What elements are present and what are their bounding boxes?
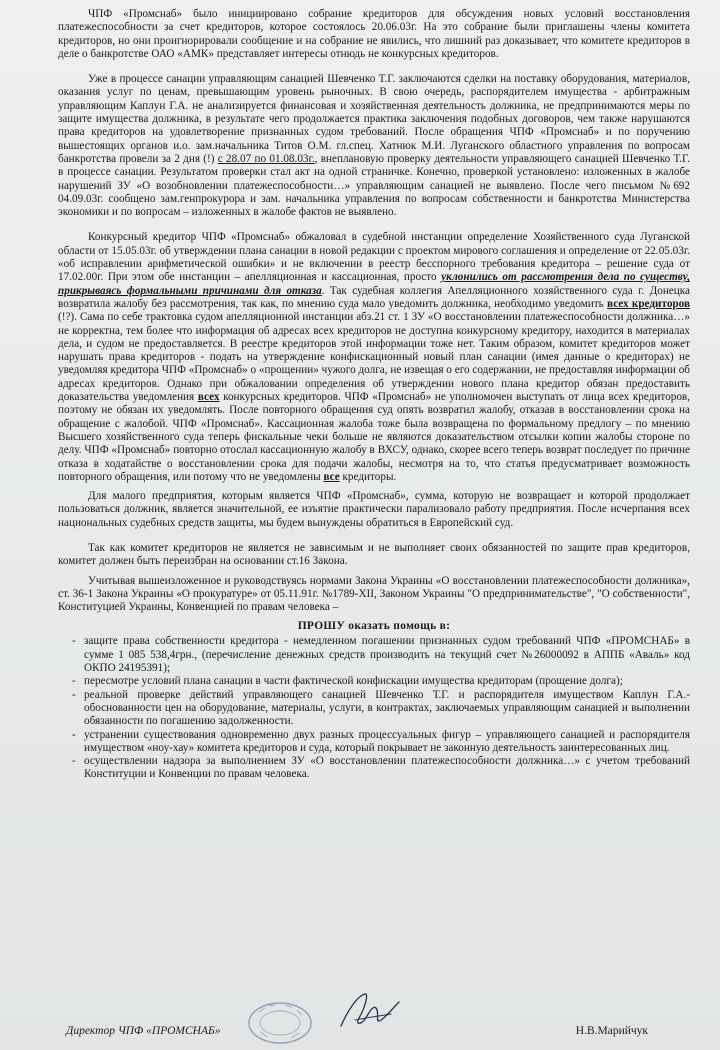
- text-segment: кредиторы.: [339, 470, 397, 483]
- request-list: [58, 635, 690, 781]
- request-item: - устранении существования одновременно двух разных процессуальных фигур – управляющего санацией и распорядителя имуществом «ноу-хау» комитета кредиторов и суда, который покрывает не законную деятельность заинтересованных лиц.: [84, 729, 690, 756]
- text-segment: . Так судебная коллегия Апелляционного хозяйственного суда г. Донецка возвратила жалобу без рассмотрения, так как, по мнению суда мало уведомить должника, необходимо уведомить: [58, 284, 690, 310]
- paragraph-committee-reelection: Так как комитет кредиторов не является не зависимым и не выполняет своих обязанностей по защите прав кредиторов, комитет должен быть переизбран на основании ст.16 Закона.: [58, 541, 690, 568]
- paragraph-sanation-deals: [58, 73, 690, 219]
- signature-line: [66, 1025, 666, 1041]
- paragraph-creditors-meeting: ЧПФ «Промснаб» было инициировано собрание кредиторов для обсуждения новых условий восстановления платежеспособности за счет кредиторов, которое состоялось 20.06.03г. На это собрание были приглашены члены комитета кредиторов, но они проигнорировали сообщение и на собрание не явились, что лишний раз доказывает, что комитете кредиторов в деле о банкротстве ОАО «АМК» представляет интересы отнюдь не конкурсных кредиторов.: [58, 8, 690, 60]
- letter-body: [58, 8, 690, 782]
- paragraph-court-appeal: [58, 231, 690, 484]
- request-item: - пересмотре условий плана санации в части фактической конфискации имущества кредиторам (прощение долга);: [84, 675, 690, 688]
- inspection-dates: с 28.07 по 01.08.03г.: [217, 152, 315, 165]
- request-title: ПРОШУ оказать помощь в:: [297, 620, 451, 633]
- text-segment: Конкурсный кредитор ЧПФ «Промснаб» обжаловал в судебной инстанции определение Хозяйственного суда Луганской области от 15.05.03г. об утверждении плана санации в новой редакции с проектом мирового соглашения и определение от 22.05.03г. «об исправлении арифметической ошибки» и не включении в реестр бесспорного требования кредитора – решение суда от 17.02.00г. При этом обе инстанции – апелляционная и кассационная, просто: [58, 231, 690, 284]
- signer-name: Н.В.Марийчук: [575, 1025, 648, 1037]
- text-segment: (!?). Сама по себе трактовка судом апелляционной инстанции абз.21 ст. 1 ЗУ «О восстановлении платежеспособности должника…» не корректна, тем более что информация об адресах всех кредиторов не доступна конкурсному кредитору, находится в материалах дела, и судом не предоставляется. В реестре кредиторов этой информации тоже нет. Таким образом, комитет кредиторов может нарушать права кредиторов - подать на утверждение конфискационный новый план санации (имея данные о кредиторах) не уведомляя кредитора ЧПФ «Промснаб» о «прощении» чужого долга, не извещая о его содержании, не предоставляя информации об адресах кредиторов. Однако при обжаловании определения об утверждении нового плана кредитор обязан предоставить доказательства уведомления: [58, 311, 690, 404]
- text-segment: Уже в процессе санации управляющим санацией Шевченко Т.Г. заключаются сделки на поставку оборудования, материалов, оказания услуг по ценам, превышающим уровень рыночных. В свою очередь, распорядителем имущества - арбитражным управляющим Каплун Г.А. не анализируется финансовая и хозяйственная деятельность должника, не предпринимаются меры по защите имущества должника, в результате чего продолжается практика заключения подобных договоров, чем также нарушаются права кредиторов на удовлетворение признанных судом требований. После обращения ЧПФ «Промснаб» и по поручению вышестоящих органов и.о. зам.начальника Титов О.М. гл.спец. Хатнюк М.И. Луганского областного управления по вопросам банкротства провели за 2 дня (!): [58, 73, 690, 165]
- request-item: - реальной проверке действий управляющего санацией Шевченко Т.Г. и распорядителя имуществом Каплун Г.А.-обоснованности цен на оборудование, материалы, услуги, в контрактах, заключаемых управляющим санацией и выполнении обязанности по погашению задолженности.: [84, 689, 690, 729]
- paragraph-legal-basis: Учитывая вышеизложенное и руководствуясь нормами Закона Украины «О восстановлении платежеспособности должника», ст. 36-1 Закона Украины «О прокуратуре» от 05.11.91г. №1789-XII, Законом Украины "О предпринимательстве", "О собственности", Конституцией Украины, Конвенцией по правам человека –: [58, 574, 690, 614]
- request-item: - осуществлении надзора за выполнением ЗУ «О восстановлении платежеспособности должника…» с учетом требований Конституции и Конвенции по правам человека.: [84, 755, 690, 782]
- emphasis-all-2: все: [323, 470, 340, 483]
- request-item: - защите права собственности кредитора - немедленном погашении признанных судом требований ЧПФ «ПРОМСНАБ» в сумме 1 085 538,4грн., (перечисление денежных средств производить на текущий счет №26000092 в АППБ «Аваль» код ОКПО 24195391);: [84, 635, 690, 675]
- signer-position: Директор ЧПФ «ПРОМСНАБ»: [66, 1025, 221, 1037]
- emphasis-evasion: уклонились от рассмотрения дела по существу, прикрываясь формальными причинами для отказа: [58, 271, 690, 297]
- emphasis-all-creditors: всех кредиторов: [607, 297, 691, 310]
- text-segment: конкурсных кредиторов. ЧПФ «Промснаб» не уполномочен выступать от лица всех кредиторов, поэтому не обязан их уведомлять. После повторного обращения суд опять возвратил жалобу, отказав в восстановлении срока на обращение с жалобой. ЧПФ «Промснаб». Кассационная жалоба тоже была возвращена по формальному предлогу – по мнению Высшего хозяйственного суда теперь фискальные чеки больше не являются доказательством отсылки копии жалобы стороне по делу. ЧПФ «Промснаб» повторно отослал кассационную жалобу в ВХСУ, однако, скорее всего теперь возврат последует по причине отказа в ходатайстве о восстановлении срока для подачи жалобы, несмотря на то, что статья предусматривает возможность повторного обращения, или потому что не уведомлены: [58, 391, 690, 483]
- emphasis-all: всех: [197, 391, 220, 404]
- paragraph-small-enterprise: Для малого предприятия, которым является ЧПФ «Промснаб», сумма, которую не возвращает и которой продолжает пользоваться должник, является значительной, ее изъятие практически парализовало работу предприятия. После исчерпания всех национальных судебных средств защиты, мы будем вынуждены обратиться в Европейский суд.: [58, 490, 690, 529]
- text-segment: , внеплановую проверку деятельности управляющего санацией Шевченко Т.Г. в процессе санации. Результатом проверки стал акт на одной страничке. Конечно, проверкой установлено: изложенных в жалобе нарушений ЗУ «О возобновлении платежеспособности…» управляющим санацией не выявлено. После чего письмом №692 04.09.03г. сообщено зам.генпрокурора и зам. начальника управления по вопросам собственности и банкротства Министерства экономики и по вопросам – изложенных в жалобе фактов не выявлено.: [58, 152, 690, 219]
